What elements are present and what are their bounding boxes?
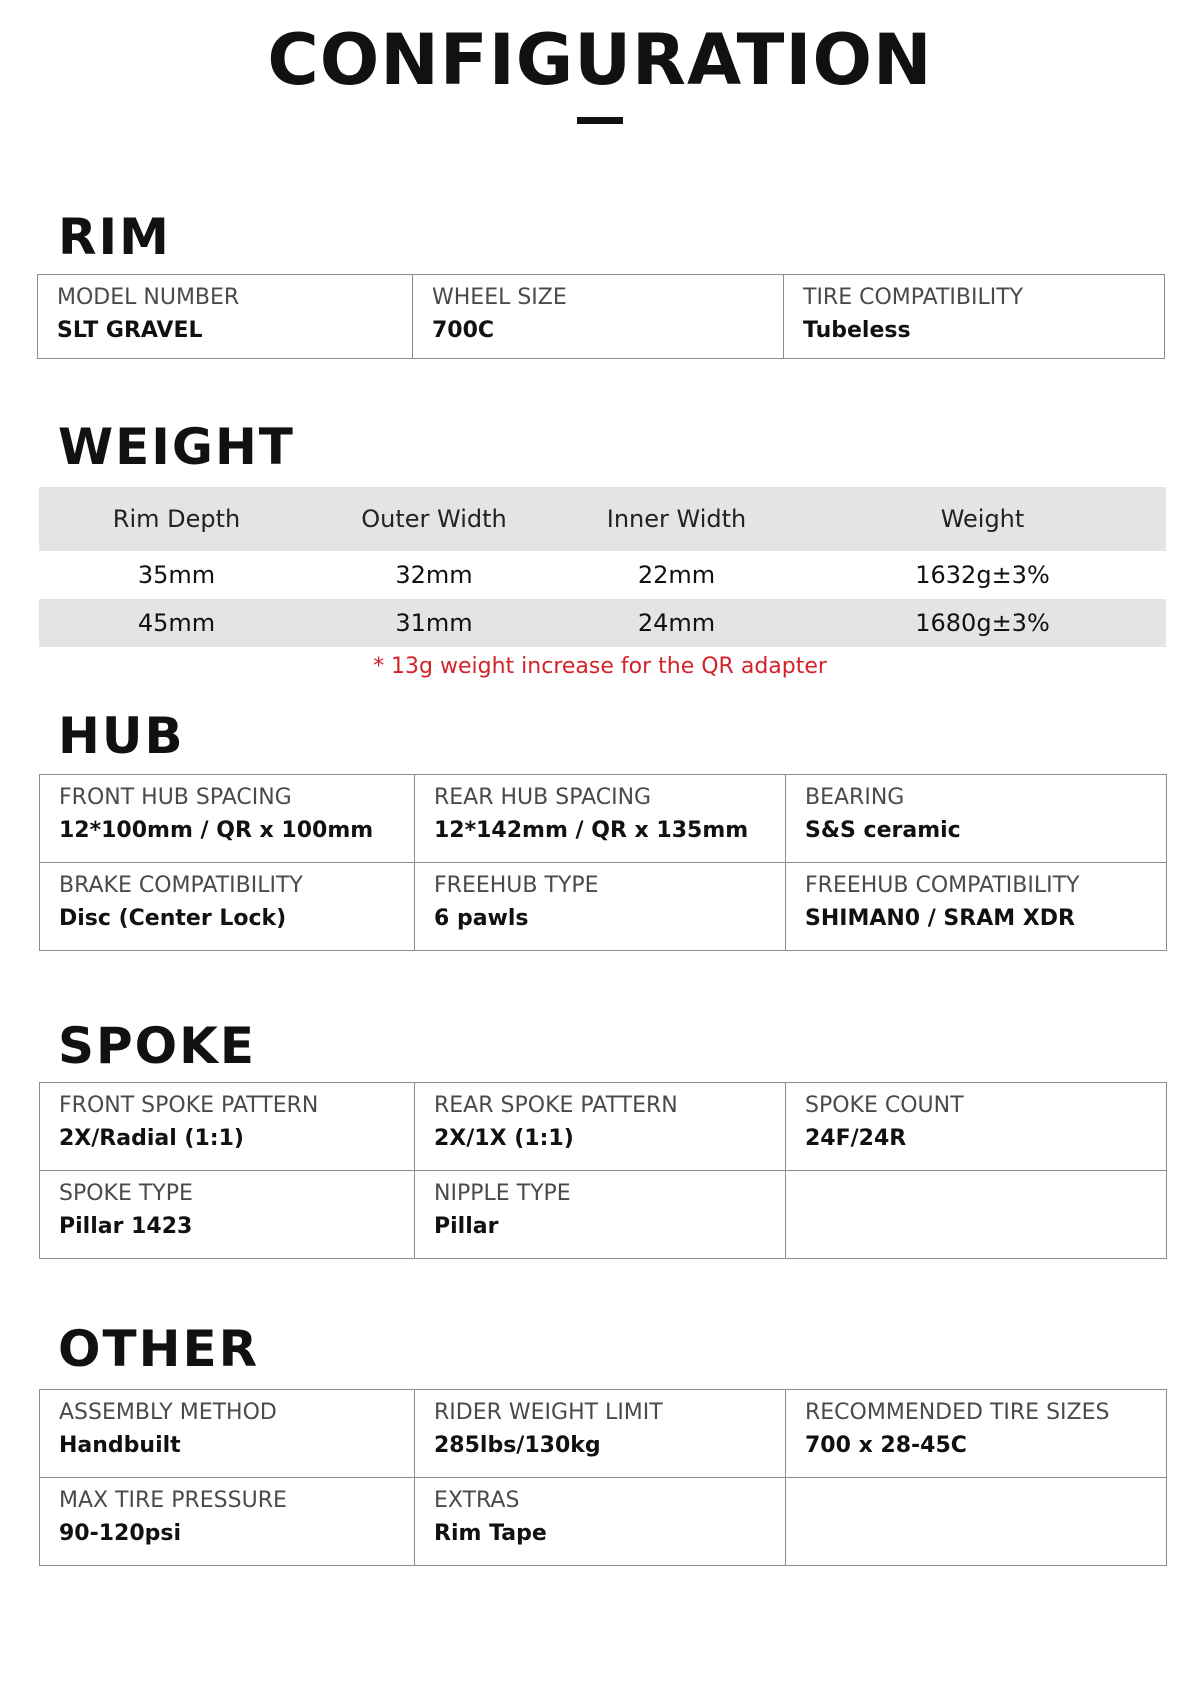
- cell-value: 90-120psi: [59, 1521, 182, 1547]
- weight-note: * 13g weight increase for the QR adapter: [373, 654, 827, 679]
- cell-value: SHIMAN0 / SRAM XDR: [805, 906, 1075, 932]
- column-header-inner-width: Inner Width: [554, 487, 799, 551]
- weight-heading: WEIGHT: [58, 418, 295, 476]
- column-header-rim-depth: Rim Depth: [39, 487, 314, 551]
- cell-label: FRONT HUB SPACING: [59, 785, 292, 810]
- cell-label: FREEHUB TYPE: [434, 873, 599, 898]
- hub-table: [39, 774, 1167, 951]
- weight-header-row: [39, 487, 1166, 551]
- cell-value: 24F/24R: [805, 1126, 907, 1152]
- other-table: [39, 1389, 1167, 1566]
- spoke-cell-nipple-type: [415, 1171, 786, 1259]
- page-title: CONFIGURATION: [267, 19, 933, 101]
- cell-label: FRONT SPOKE PATTERN: [59, 1093, 319, 1118]
- table-cell: 1680g±3%: [799, 599, 1166, 647]
- cell-label: ASSEMBLY METHOD: [59, 1400, 277, 1425]
- cell-value: 700 x 28-45C: [805, 1433, 967, 1459]
- spoke-table: [39, 1082, 1167, 1259]
- hub-cell-rear-hub-spacing: [415, 775, 786, 863]
- other-cell-max-tire-pressure: [40, 1478, 415, 1566]
- cell-value: Disc (Center Lock): [59, 906, 287, 932]
- table-cell: 31mm: [314, 599, 554, 647]
- spoke-heading: SPOKE: [58, 1017, 257, 1075]
- hub-cell-bearing: [786, 775, 1167, 863]
- cell-label: TIRE COMPATIBILITY: [803, 285, 1024, 310]
- cell-value: Tubeless: [803, 318, 911, 344]
- table-cell: 32mm: [395, 561, 473, 589]
- cell-label: WHEEL SIZE: [432, 285, 567, 310]
- table-cell: 45mm: [39, 599, 314, 647]
- rim-table: [37, 274, 1165, 359]
- hub-cell-brake-compatibility: [40, 863, 415, 951]
- other-cell-recommended-tire-sizes: [786, 1390, 1167, 1478]
- other-cell-assembly-method: [40, 1390, 415, 1478]
- other-cell-rider-weight-limit: [415, 1390, 786, 1478]
- cell-value: 12*142mm / QR x 135mm: [434, 818, 749, 844]
- cell-value: 2X/1X (1:1): [434, 1126, 574, 1152]
- cell-value: Handbuilt: [59, 1433, 181, 1459]
- cell-label: BRAKE COMPATIBILITY: [59, 873, 303, 898]
- hub-heading: HUB: [58, 707, 185, 765]
- cell-value: Pillar: [434, 1214, 499, 1240]
- rim-cell-tire-compatibility: [784, 275, 1165, 359]
- cell-value: 6 pawls: [434, 906, 529, 932]
- hub-cell-freehub-compatibility: [786, 863, 1167, 951]
- cell-value: 12*100mm / QR x 100mm: [59, 818, 374, 844]
- cell-value: 2X/Radial (1:1): [59, 1126, 244, 1152]
- cell-label: SPOKE TYPE: [59, 1181, 193, 1206]
- cell-label: REAR HUB SPACING: [434, 785, 652, 810]
- cell-value: Rim Tape: [434, 1521, 547, 1547]
- cell-label: EXTRAS: [434, 1488, 520, 1513]
- spoke-cell-spoke-type: [40, 1171, 415, 1259]
- spoke-cell-spoke-count: [786, 1083, 1167, 1171]
- table-cell: 35mm: [137, 561, 216, 589]
- hub-cell-front-hub-spacing: [40, 775, 415, 863]
- cell-label: BEARING: [805, 785, 905, 810]
- table-cell: 24mm: [554, 599, 799, 647]
- rim-heading: RIM: [58, 208, 171, 266]
- cell-value: 700C: [432, 318, 495, 344]
- cell-label: FREEHUB COMPATIBILITY: [805, 873, 1080, 898]
- other-heading: OTHER: [58, 1320, 260, 1378]
- column-header-weight: Weight: [799, 487, 1166, 551]
- rim-cell-model-number: [38, 275, 413, 359]
- cell-label: MODEL NUMBER: [57, 285, 240, 310]
- cell-label: SPOKE COUNT: [805, 1093, 964, 1118]
- spoke-cell-empty: [786, 1171, 1167, 1259]
- column-header-outer-width: Outer Width: [314, 487, 554, 551]
- cell-value: SLT GRAVEL: [57, 318, 203, 344]
- cell-label: REAR SPOKE PATTERN: [434, 1093, 678, 1118]
- table-row: [39, 551, 1166, 599]
- cell-value: Pillar 1423: [59, 1214, 193, 1240]
- table-cell: 1632g±3%: [915, 561, 1050, 589]
- other-cell-extras: [415, 1478, 786, 1566]
- other-cell-empty: [786, 1478, 1167, 1566]
- spoke-cell-rear-spoke-pattern: [415, 1083, 786, 1171]
- weight-table: [39, 487, 1166, 647]
- title-underline: [577, 117, 623, 124]
- table-cell: 22mm: [637, 561, 716, 589]
- spoke-cell-front-spoke-pattern: [40, 1083, 415, 1171]
- cell-label: RECOMMENDED TIRE SIZES: [805, 1400, 1110, 1425]
- hub-cell-freehub-type: [415, 863, 786, 951]
- table-row: [39, 599, 1166, 647]
- cell-label: RIDER WEIGHT LIMIT: [434, 1400, 663, 1425]
- cell-label: NIPPLE TYPE: [434, 1181, 571, 1206]
- cell-label: MAX TIRE PRESSURE: [59, 1488, 287, 1513]
- cell-value: S&S ceramic: [805, 818, 961, 844]
- cell-value: 285lbs/130kg: [434, 1433, 601, 1459]
- rim-cell-wheel-size: [413, 275, 784, 359]
